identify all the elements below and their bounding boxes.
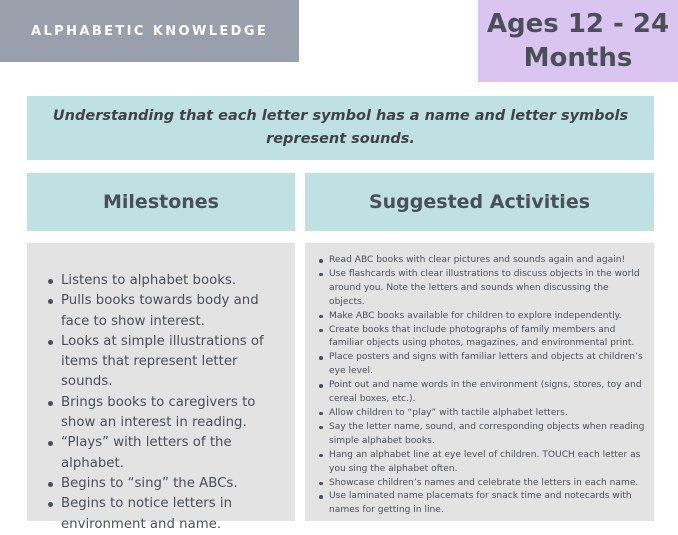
activity-item: Showcase children’s names and celebrate the letters in each name.: [311, 477, 646, 491]
milestone-item: Begins to notice letters in environment and name.: [39, 494, 289, 535]
activity-item: Allow children to “play” with tactile alphabet letters.: [311, 407, 646, 421]
milestones-list: [39, 271, 289, 535]
age-range-line2: Months: [523, 43, 633, 73]
activity-item: Make ABC books available for children to explore independently.: [311, 310, 646, 324]
title-banner: [0, 0, 299, 62]
milestones-heading: Milestones: [103, 191, 219, 213]
age-range-box: [478, 0, 678, 82]
activity-item: Place posters and signs with familiar letters and objects at children’s eye level.: [311, 351, 646, 379]
activity-item: Say the letter name, sound, and corresponding objects when reading simple alphabet books.: [311, 421, 646, 449]
milestone-item: Begins to “sing” the ABCs.: [39, 474, 289, 494]
age-range-line1: Ages 12 - 24: [486, 9, 670, 39]
activities-panel: [305, 243, 654, 521]
milestone-item: Listens to alphabet books.: [39, 271, 289, 291]
activities-list: [311, 254, 646, 518]
milestone-item: Looks at simple illustrations of items that represent letter sounds.: [39, 332, 289, 393]
milestone-item: Pulls books towards body and face to show interest.: [39, 291, 289, 332]
milestones-panel: [27, 243, 295, 532]
milestones-header: [27, 173, 295, 231]
activity-item: Hang an alphabet line at eye level of children. TOUCH each letter as you sing the alphabet often.: [311, 449, 646, 477]
activity-item: Create books that include photographs of family members and familiar objects using photos, magazines, and environmental print.: [311, 324, 646, 352]
definition-text: Understanding that each letter symbol has a name and letter symbols represent sounds.: [52, 108, 629, 147]
definition-banner: [27, 96, 654, 160]
milestone-item: Brings books to caregivers to show an interest in reading.: [39, 393, 289, 434]
activity-item: Read ABC books with clear pictures and sounds again and again!: [311, 254, 646, 268]
milestone-item: “Plays” with letters of the alphabet.: [39, 433, 289, 474]
activity-item: Use laminated name placemats for snack time and notecards with names for getting in line.: [311, 490, 646, 518]
page-title: ALPHABETIC KNOWLEDGE: [31, 23, 269, 39]
activity-item: Point out and name words in the environment (signs, stores, toy and cereal boxes, etc.).: [311, 379, 646, 407]
activity-item: Use flashcards with clear illustrations to discuss objects in the world around you. Note the letters and sounds when discussing the objects.: [311, 268, 646, 310]
activities-heading: Suggested Activities: [368, 191, 591, 213]
activities-header: [305, 173, 654, 231]
